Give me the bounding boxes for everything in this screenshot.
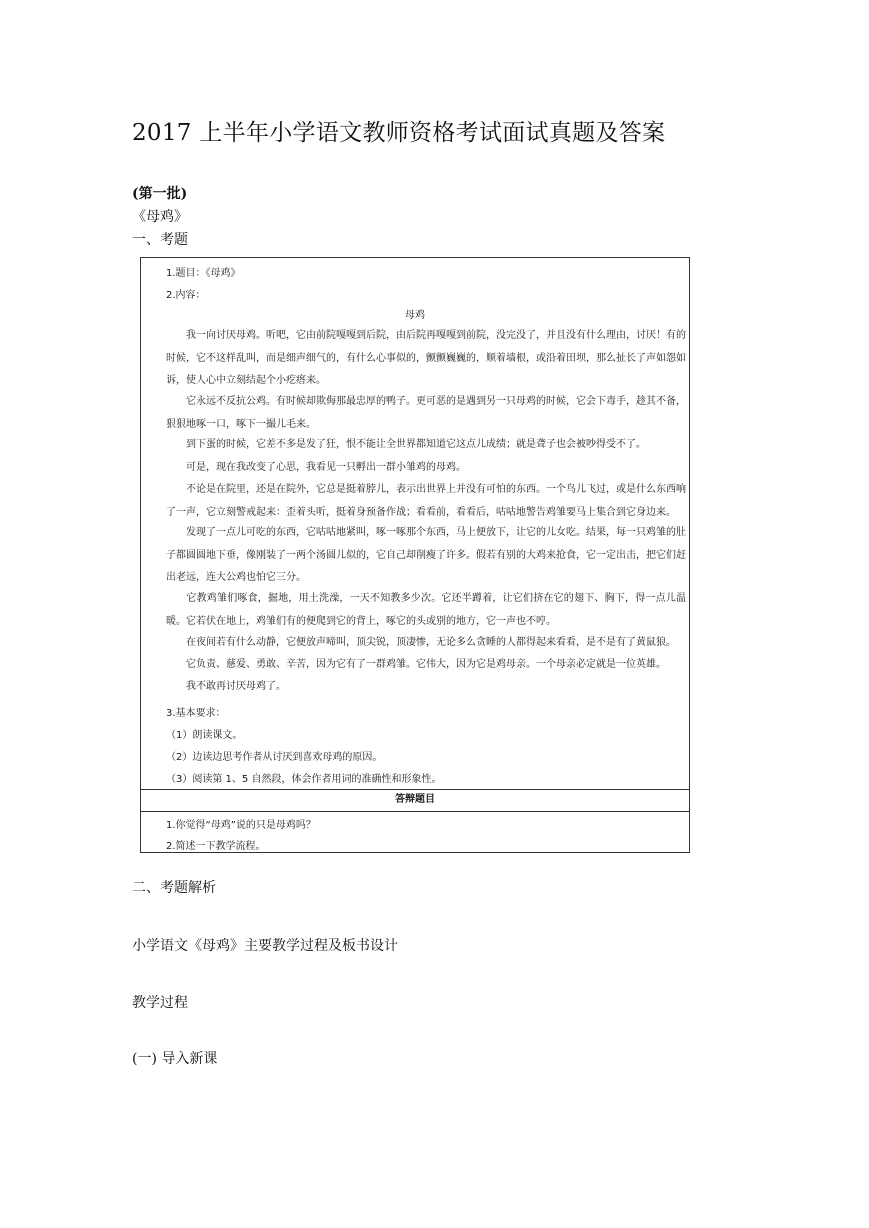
lesson-name: 《母鸡》 (132, 209, 188, 225)
exam-topic: 1.题目：《母鸡》 (166, 268, 241, 279)
text-paragraph: 我不敢再讨厌母鸡了。 (186, 681, 286, 692)
text-paragraph: 可是，现在我改变了心思，我看见一只孵出一群小雏鸡的母鸡。 (186, 462, 466, 473)
text-paragraph: 它教鸡雏们啄食，掘地，用土洗澡，一天不知教多少次。它还半蹲着，让它们挤在它的翅下、胸下，得一点儿温暖。它若伏在地上，鸡雏们有的便爬到它的背上，啄它的头或别的地方，它一声也不哼。 (166, 593, 687, 627)
answers-heading: 答辩题目 (141, 789, 689, 812)
requirement-item: （2）边读边思考作者从讨厌到喜欢母鸡的原因。 (166, 752, 383, 763)
intro-step-heading: (一) 导入新课 (132, 1051, 218, 1067)
section-heading-exam: 一、考题 (132, 232, 188, 248)
teaching-process-heading: 教学过程 (132, 995, 188, 1011)
text-paragraph: 它永远不反抗公鸡。有时候却欺侮那最忠厚的鸭子。更可恶的是遇到另一只母鸡的时候，它会下毒手，趁其不备，狠狠地啄一口，啄下一撮儿毛来。 (166, 396, 686, 430)
analysis-subtitle: 小学语文《母鸡》主要教学过程及板书设计 (132, 938, 398, 954)
requirement-item: （1）朗读课文。 (166, 730, 243, 741)
answer-question: 2.简述一下教学流程。 (166, 841, 266, 852)
requirement-item: （3）阅读第 1、5 自然段，体会作者用词的准确性和形象性。 (166, 774, 442, 785)
section-heading-analysis: 二、考题解析 (132, 880, 216, 896)
batch-label: (第一批) (132, 186, 188, 202)
text-title: 母鸡 (405, 310, 425, 321)
text-paragraph: 不论是在院里，还是在院外，它总是挺着脖儿，表示出世界上并没有可怕的东西。一个鸟儿飞过，或是什么东西响了一声，它立刻警戒起来：歪着头听，挺着身预备作战；看看前，看看后，咕咕地警告鸡雏要马上集合到它身边来。 (166, 484, 686, 518)
requirements-label: 3.基本要求： (166, 708, 226, 719)
page-title: 2017 上半年小学语文教师资格考试面试真题及答案 (132, 120, 666, 146)
text-paragraph: 发现了一点儿可吃的东西，它咕咕地紧叫，啄一啄那个东西，马上便放下，让它的儿女吃。结果，每一只鸡雏的肚子都圆圆地下垂，像刚装了一两个汤圆儿似的，它自己却削瘦了许多。假若有别的大鸡来抢食，它一定出击，把它们赶出老远，连大公鸡也怕它三分。 (166, 527, 686, 583)
exam-content-box (141, 258, 689, 790)
text-paragraph: 到下蛋的时候，它差不多是发了狂，恨不能让全世界都知道它这点儿成绩；就是聋子也会被吵得受不了。 (186, 439, 646, 450)
answer-question: 1.你觉得“母鸡”说的只是母鸡吗？ (166, 820, 316, 831)
exam-question-image (140, 257, 690, 853)
text-paragraph: 在夜间若有什么动静，它便放声啼叫，顶尖锐，顶凄惨，无论多么贪睡的人都得起来看看，是不是有了黄鼠狼。 (186, 637, 676, 648)
text-paragraph: 我一向讨厌母鸡。听吧，它由前院嘎嘎到后院，由后院再嘎嘎到前院，没完没了，并且没有什么理由，讨厌！有的时候，它不这样乱叫，而是细声细气的，有什么心事似的，颤颤巍巍的，顺着墙根，或沿着田坝，那么扯长了声如怨如诉，使人心中立刻结起个小疙瘩来。 (166, 330, 686, 386)
text-paragraph: 它负责、慈爱、勇敢、辛苦，因为它有了一群鸡雏。它伟大，因为它是鸡母亲。一个母亲必定就是一位英雄。 (186, 659, 666, 670)
exam-content-label: 2.内容： (166, 290, 206, 301)
